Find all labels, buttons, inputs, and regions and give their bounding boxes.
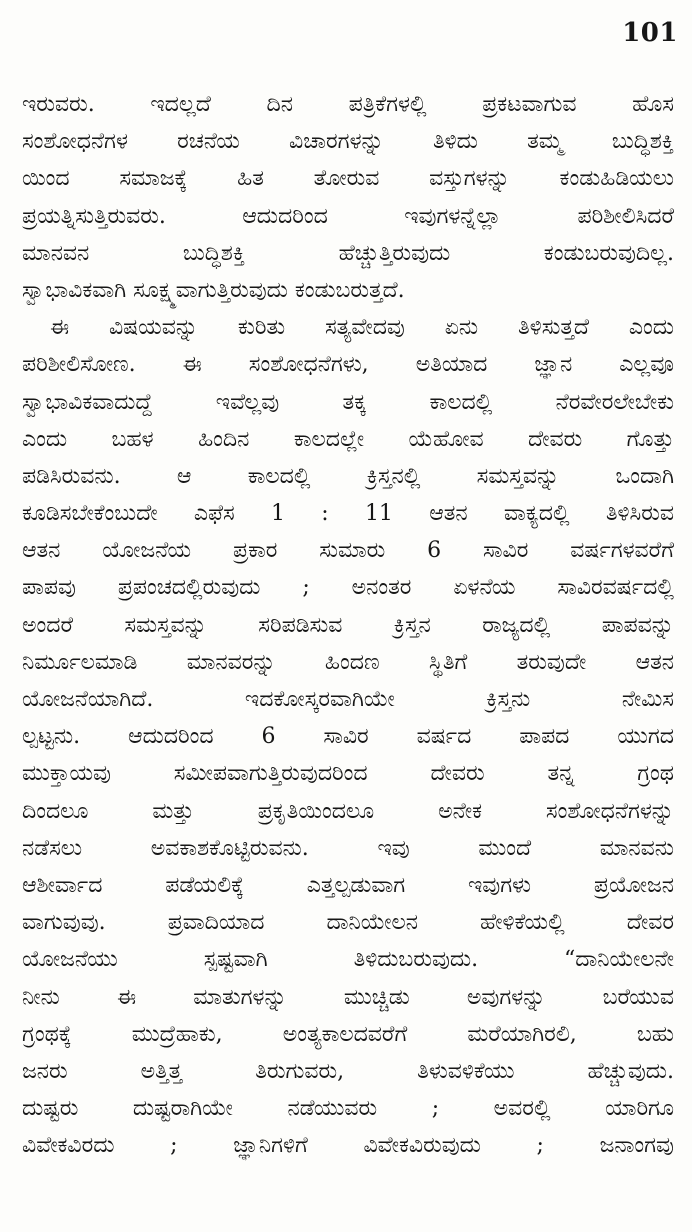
text-line: ವಿವೇಕವಿರದು ; ಜ್ಞಾನಿಗಳಿಗೆ ವಿವೇಕವಿರುವುದು ; ಜನಾಂಗವು	[22, 1133, 674, 1159]
body-text	[22, 86, 674, 1164]
page-number: 101	[622, 18, 678, 48]
text-line: ವಾಗುವುವು. ಪ್ರವಾದಿಯಾದ ದಾನಿಯೇಲನ ಹೇಳಿಕೆಯಲ್ಲಿ ದೇವರ	[22, 910, 674, 936]
text-line: ನೀನು ಈ ಮಾತುಗಳನ್ನು ಮುಚ್ಚಿಡು ಅವುಗಳನ್ನು ಬರೆಯುವ	[22, 984, 674, 1010]
text-line: ಆಶೀರ್ವಾದ ಪಡೆಯಲಿಕ್ಕೆ ಎತ್ತಲ್ಪಡುವಾಗ ಇವುಗಳು ಪ್ರಯೋಜನ	[22, 872, 674, 898]
text-line: ಮಾನವನ ಬುದ್ಧಿಶಕ್ತಿ ಹೆಚ್ಚುತ್ತಿರುವುದು ಕಂಡುಬರುವುದಿಲ್ಲ.	[22, 240, 674, 266]
text-line: ನಡೆಸಲು ಅವಕಾಶಕೊಟ್ಟಿರುವನು. ಇವು ಮುಂದೆ ಮಾನವನು	[22, 835, 674, 861]
paragraph-start-line: ಈ ವಿಷಯವನ್ನು ಕುರಿತು ಸತ್ಯವೇದವು ಏನು ತಿಳಿಸುತ್ತದೆ ಎಂದು	[50, 315, 674, 341]
text-line: ಸ್ವಾಭಾವಿಕವಾಗಿ ಸೂಕ್ಷ್ಮವಾಗುತ್ತಿರುವುದು ಕಂಡುಬರುತ್ತದೆ.	[22, 277, 405, 303]
text-line: ದಿಂದಲೂ ಮತ್ತು ಪ್ರಕೃತಿಯಿಂದಲೂ ಅನೇಕ ಸಂಶೋಧನೆಗಳನ್ನು	[22, 798, 674, 824]
text-line: ಗ್ರಂಥಕ್ಕೆ ಮುದ್ರೆಹಾಕು, ಅಂತ್ಯಕಾಲದವರೆಗೆ ಮರೆಯಾಗಿರಲಿ, ಬಹು	[22, 1021, 674, 1047]
text-line: ಯೋಜನೆಯಾಗಿದೆ. ಇದಕೋಸ್ಕರವಾಗಿಯೇ ಕ್ರಿಸ್ತನು ನೇಮಿಸ	[22, 687, 674, 712]
text-line: ಜನರು ಅತ್ತಿತ್ತ ತಿರುಗುವರು, ತಿಳುವಳಿಕೆಯು ಹೆಚ್ಚುವುದು.	[22, 1058, 674, 1084]
text-line: ದುಷ್ಟರು ದುಷ್ಟರಾಗಿಯೇ ನಡೆಯುವರು ; ಅವರಲ್ಲಿ ಯಾರಿಗೂ	[22, 1096, 674, 1122]
text-line: ಸಂಶೋಧನೆಗಳ ರಚನೆಯ ವಿಚಾರಗಳನ್ನು ತಿಳಿದು ತಮ್ಮ ಬುದ್ಧಿಶಕ್ತಿ	[22, 129, 674, 155]
text-line: ಯಿಂದ ಸಮಾಜಕ್ಕೆ ಹಿತ ತೋರುವ ವಸ್ತುಗಳನ್ನು ಕಂಡುಹಿಡಿಯಲು	[22, 166, 674, 192]
text-line: ಪಾಪವು ಪ್ರಪಂಚದಲ್ಲಿರುವುದು ; ಅನಂತರ ಏಳನೆಯ ಸಾವಿರವರ್ಷದಲ್ಲಿ	[22, 575, 674, 601]
text-line: ಪರಿಶೀಲಿಸೋಣ. ಈ ಸಂಶೋಧನೆಗಳು, ಅತಿಯಾದ ಜ್ಞಾನ ಎಲ್ಲವೂ	[22, 352, 674, 378]
text-line: ಅಂದರೆ ಸಮಸ್ತವನ್ನು ಸರಿಪಡಿಸುವ ಕ್ರಿಸ್ತನ ರಾಜ್ಯದಲ್ಲಿ ಪಾಪವನ್ನು	[22, 612, 674, 638]
text-line: ಸ್ವಾಭಾವಿಕವಾದುದ್ದೆ ಇವೆಲ್ಲವು ತಕ್ಕ ಕಾಲದಲ್ಲಿ ನೆರವೇರಲೇಬೇಕು	[22, 389, 674, 415]
text-line: ಕೂಡಿಸಬೇಕೆಂಬುದೇ ಎಫೆಸ 1 : 11 ಆತನ ವಾಕ್ಯದಲ್ಲಿ ತಿಳಿಸಿರುವ	[22, 501, 674, 527]
text-line: ಪಡಿಸಿರುವನು. ಆ ಕಾಲದಲ್ಲಿ ಕ್ರಿಸ್ತನಲ್ಲಿ ಸಮಸ್ತವನ್ನು ಒಂದಾಗಿ	[22, 463, 674, 489]
text-line: ಪ್ರಯತ್ನಿಸುತ್ತಿರುವರು. ಆದುದರಿಂದ ಇವುಗಳನ್ನೆಲ್ಲಾ ಪರಿಶೀಲಿಸಿದರೆ	[22, 203, 674, 229]
text-line: ಯೋಜನೆಯು ಸ್ಪಷ್ಟವಾಗಿ ತಿಳಿದುಬರುವುದು. “ದಾನಿಯೇಲನೇ	[22, 947, 674, 973]
text-line: ಮುಕ್ತಾಯವು ಸಮೀಪವಾಗುತ್ತಿರುವುದರಿಂದ ದೇವರು ತನ್ನ ಗ್ರಂಥ	[22, 761, 674, 787]
text-line: ಲ್ಪಟ್ಟನು. ಆದುದರಿಂದ 6 ಸಾವಿರ ವರ್ಷದ ಪಾಪದ ಯುಗದ	[22, 724, 674, 750]
text-line: ಇರುವರು. ಇದಲ್ಲದೆ ದಿನ ಪತ್ರಿಕೆಗಳಲ್ಲಿ ಪ್ರಕಟವಾಗುವ ಹೊಸ	[22, 92, 674, 117]
text-line: ಎಂದು ಬಹಳ ಹಿಂದಿನ ಕಾಲದಲ್ಲೇ ಯೆಹೋವ ದೇವರು ಗೊತ್ತು	[22, 426, 674, 452]
text-line: ನಿರ್ಮೂಲಮಾಡಿ ಮಾನವರನ್ನು ಹಿಂದಣ ಸ್ಥಿತಿಗೆ ತರುವುದೇ ಆತನ	[22, 649, 674, 675]
text-line: ಆತನ ಯೋಜನೆಯ ಪ್ರಕಾರ ಸುಮಾರು 6 ಸಾವಿರ ವರ್ಷಗಳವರೆಗೆ	[22, 538, 674, 564]
